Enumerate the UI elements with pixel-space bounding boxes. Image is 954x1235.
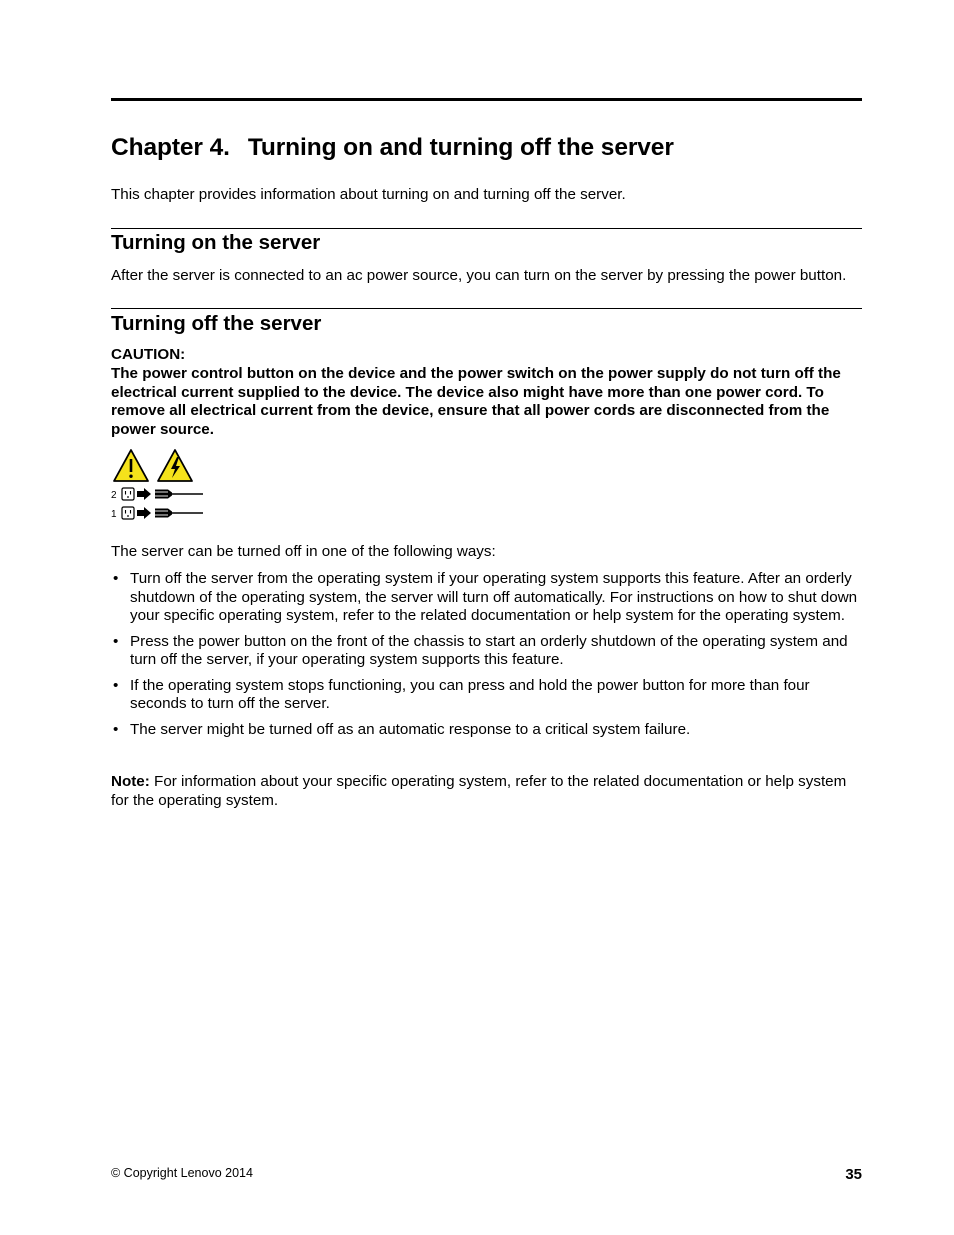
section-rule-turning-on	[111, 228, 862, 229]
chapter-intro: This chapter provides information about turning on and turning off the server.	[111, 186, 626, 203]
section-title-turning-off: Turning off the server	[111, 312, 322, 335]
footer-copyright: © Copyright Lenovo 2014	[111, 1166, 253, 1180]
safety-warning-graphic	[110, 448, 206, 524]
page-number: 35	[845, 1166, 862, 1183]
caution-label: CAUTION:	[111, 346, 186, 363]
turn-off-ways-list	[111, 570, 862, 746]
bullet-marker: •	[113, 720, 119, 738]
chapter-title	[111, 134, 674, 162]
chapter-label: Chapter 4.	[111, 134, 230, 161]
section-title-turning-on: Turning on the server	[111, 231, 321, 254]
arrow-icon	[137, 488, 151, 500]
note-label: Note:	[111, 773, 150, 790]
turning-on-text: After the server is connected to an ac power source, you can turn on the server by pressing the power button.	[111, 267, 847, 284]
power-outlet-icon	[122, 507, 134, 519]
power-outlet-icon	[122, 488, 134, 500]
list-item: • Turn off the server from the operating system if your operating system supports this feature. After an orderly shutdown of the operating system, the server will turn off automatically. For instructions on how to shut down your specific operating system, refer to the related documentation or help system for the operating system.	[113, 570, 858, 624]
list-item: • If the operating system stops functioning, you can press and hold the power button for more than four seconds to turn off the server.	[113, 676, 810, 712]
chapter-title-text: Turning on and turning off the server	[247, 134, 674, 161]
ways-intro: The server can be turned off in one of the following ways:	[111, 543, 496, 560]
warning-exclamation-icon	[114, 450, 148, 481]
outlet-label-1: 1	[111, 509, 117, 520]
caution-block	[111, 346, 862, 440]
arrow-icon	[137, 507, 151, 519]
outlet-label-2: 2	[111, 490, 117, 501]
power-cord-icon	[155, 509, 203, 518]
bullet-marker: •	[113, 676, 119, 694]
electrical-hazard-icon	[158, 450, 192, 481]
bullet-marker: •	[113, 570, 119, 587]
bullet-marker: •	[113, 632, 119, 650]
list-item: • Press the power button on the front of the chassis to start an orderly shutdown of the operating system and turn off the server, if your operating system supports this feature.	[113, 632, 848, 668]
section-rule-turning-off	[111, 308, 862, 309]
caution-text: The power control button on the device and the power switch on the power supply do not turn off the electrical current supplied to the device. The device also might have more than one power cord. To remove all electrical current from the device, ensure that all power cords are disconnected from the power source.	[111, 364, 841, 439]
chapter-top-rule	[111, 98, 862, 101]
note	[111, 773, 862, 810]
note-text: For information about your specific operating system, refer to the related documentation or help system for the operating system.	[111, 773, 847, 809]
list-item: • The server might be turned off as an automatic response to a critical system failure.	[113, 720, 691, 738]
power-cord-icon	[155, 490, 203, 499]
